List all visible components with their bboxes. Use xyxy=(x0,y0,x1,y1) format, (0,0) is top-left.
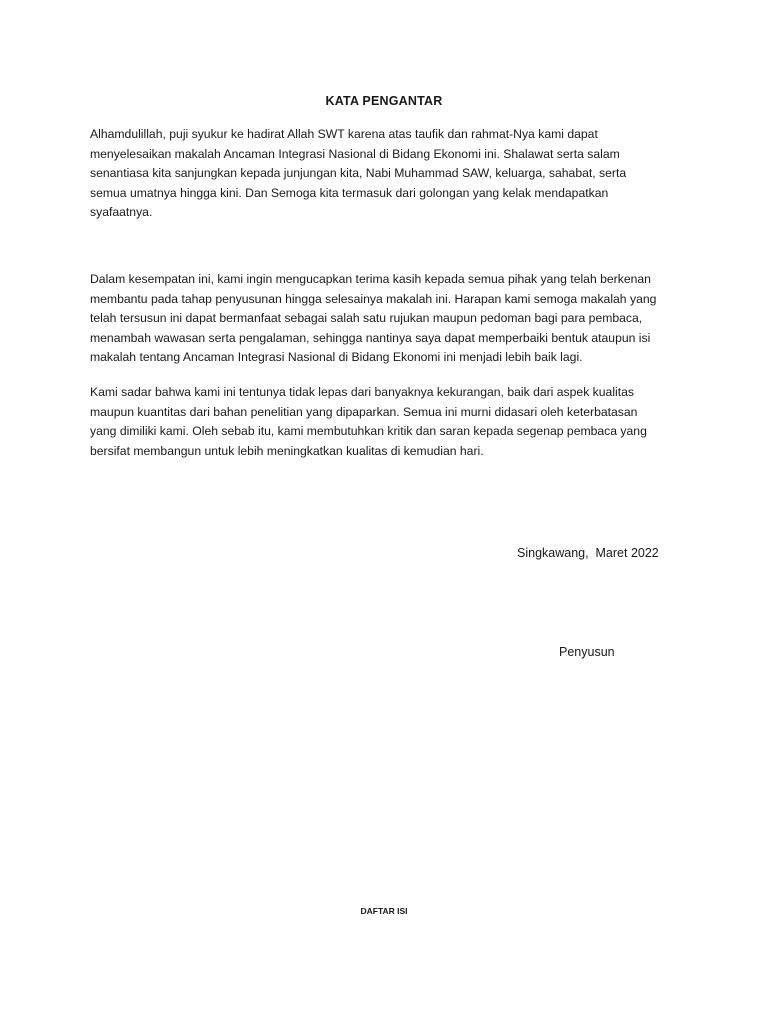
paragraph-line: maupun kuantitas dari bahan penelitian yang dipaparkan. Semua ini murni didasari oleh keterbatasan xyxy=(90,404,638,419)
signer-label: Penyusun xyxy=(559,645,615,659)
paragraph-line: membantu pada tahap penyusunan hingga selesainya makalah ini. Harapan kami semoga makalah yang xyxy=(90,291,657,306)
paragraph-line: menambah wawasan serta pengalaman, sehingga nantinya saya dapat memperbaiki bentuk ataupun isi xyxy=(90,330,651,345)
place-date: Singkawang, Maret 2022 xyxy=(517,546,659,560)
paragraph-line: telah tersusun ini dapat bermanfaat sebagai salah satu rujukan maupun pedoman bagi para pembaca, xyxy=(90,311,643,325)
paragraph-line: yang dimiliki kami. Oleh sebab itu, kami membutuhkan kritik dan saran kepada segenap pembaca yang xyxy=(90,424,647,438)
page-title: KATA PENGANTAR xyxy=(325,94,443,108)
paragraph-3 xyxy=(90,383,680,461)
paragraph-line: Dalam kesempatan ini, kami ingin mengucapkan terima kasih kepada semua pihak yang telah berkenan xyxy=(90,272,651,286)
paragraph-line: bersifat membangun untuk lebih meningkatkan kualitas di kemudian hari. xyxy=(90,443,484,458)
paragraph-line: senantiasa kita sanjungkan kepada junjungan kita, Nabi Muhammad SAW, keluarga, sahabat, serta xyxy=(90,166,627,180)
paragraph-line: syafaatnya. xyxy=(90,205,153,219)
paragraph-line: Kami sadar bahwa kami ini tentunya tidak lepas dari banyaknya kekurangan, baik dari aspek kualitas xyxy=(90,385,635,399)
paragraph-line: menyelesaikan makalah Ancaman Integrasi Nasional di Bidang Ekonomi ini. Shalawat serta salam xyxy=(90,146,620,161)
next-section-heading: DAFTAR ISI xyxy=(360,906,408,916)
paragraph-1 xyxy=(90,125,680,223)
paragraph-line: Alhamdulillah, puji syukur ke hadirat Allah SWT karena atas taufik dan rahmat-Nya kami dapat xyxy=(90,127,598,141)
paragraph-line: makalah tentang Ancaman Integrasi Nasional di Bidang Ekonomi ini menjadi lebih baik lagi. xyxy=(90,350,583,364)
paragraph-line: semua umatnya hingga kini. Dan Semoga kita termasuk dari golongan yang kelak mendapatkan xyxy=(90,185,609,200)
paragraph-2 xyxy=(90,270,680,368)
